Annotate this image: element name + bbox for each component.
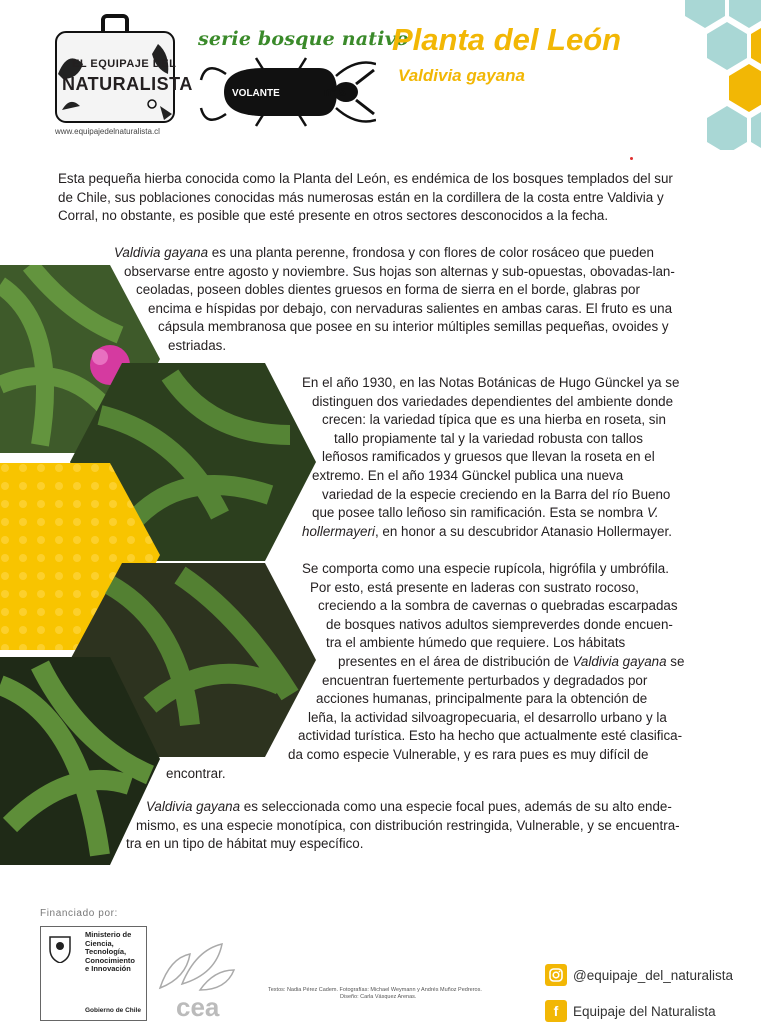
ministry-line: Ministerio de [85, 930, 132, 939]
text-line: acciones humanas, principalmente para la obtención de [316, 691, 648, 707]
variety-name-a: V. [646, 505, 659, 521]
text-line: Corral, no obstante, es posible que esté presente en otros sectores desconocidos a la fecha. [58, 208, 609, 224]
description-paragraph [0, 244, 675, 356]
text-line: es seleccionada como una especie focal pues, además de su alto ende- [240, 799, 672, 814]
species-name: Valdivia gayana [146, 799, 241, 814]
credits-line: Diseño: Carla Vásquez Arenas. [340, 994, 417, 1000]
ministry-name [85, 931, 135, 974]
text-line: tallo propiamente tal y la variedad robusta con tallos [334, 430, 643, 446]
website-link[interactable]: www.equipajedelnaturalista.cl [55, 127, 160, 136]
facebook-icon: f [545, 1000, 567, 1022]
volante-label: VOLANTE [232, 88, 280, 99]
species-name: Valdivia gayana [114, 245, 209, 260]
instagram-handle: @equipaje_del_naturalista [573, 967, 734, 983]
text-line: es una planta perenne, frondosa y con flores de color rosáceo que pueden [208, 245, 654, 260]
text-line: leñosos ramificados y gruesos que llevan la roseta en el [322, 449, 655, 465]
text-line: Por esto, está presente en laderas con sustrato rocoso, [310, 579, 639, 595]
text-line: tra en un tipo de hábitat muy específico. [126, 836, 364, 852]
text-line: de bosques nativos adultos siempreverdes donde encuen- [326, 616, 673, 632]
text-line: ceoladas, poseen dobles dientes gruesos en forma de sierra en el borde, glabras por [136, 282, 640, 298]
chile-shield-icon [47, 933, 73, 963]
volante-number: nº 5 [324, 85, 346, 99]
credits-line: Textos: Nadia Pérez Cadem. Fotografías: Michael Weymann y Andrés Muñoz Pedreros. [268, 987, 482, 993]
government-label: Gobierno de Chile [85, 1007, 141, 1014]
text-line: Se comporta como una especie rupícola, higrófila y umbrófila. [302, 561, 669, 576]
cea-logo-text: cea [176, 992, 220, 1020]
habitat-paragraph [0, 560, 684, 783]
funded-by-label: Financiado por: [40, 908, 118, 919]
ministry-line: Ciencia, [85, 938, 114, 948]
text-line: creciendo a la sombra de cavernas o quebradas escarpadas [318, 598, 678, 614]
logo-title-bottom: NATURALISTA [62, 74, 193, 94]
text-line: mismo, es una especie monotípica, con distribución restringida, Vulnerable, y se encuentra- [136, 817, 680, 833]
logo-title-top: EL EQUIPAJE DEL [72, 58, 177, 70]
honeycomb-decoration [661, 0, 761, 150]
text-line: encuentran fuertemente perturbados y degradados por [322, 672, 648, 688]
variety-name-b: hollermayeri [302, 523, 375, 539]
text-line: distinguen dos variedades dependientes del ambiente donde [312, 393, 674, 409]
species-name: Valdivia gayana [572, 653, 667, 669]
instagram-icon [545, 964, 567, 986]
intro-paragraph [58, 170, 673, 226]
text-line: da como especie Vulnerable, y es rara pues es muy difícil de [288, 746, 649, 762]
facebook-link[interactable] [545, 1000, 716, 1022]
text-line: leña, la actividad silvoagropecuaria, el desarrollo urbano y la [308, 709, 667, 725]
text-line: encontrar. [166, 765, 226, 781]
text-line: crecen: la variedad típica que es una hierba en roseta, sin [322, 412, 666, 428]
focal-species-paragraph [0, 798, 680, 854]
naturalista-logo [48, 14, 193, 129]
text-line: tra el ambiente húmedo que requiere. Los hábitats [326, 635, 626, 651]
text-line: Esta pequeña hierba conocida como la Planta del León, es endémica de los bosques templados del sur [58, 171, 673, 186]
red-dot [630, 157, 633, 160]
beetle-icon [196, 54, 376, 130]
page-title: Planta del León [392, 22, 622, 57]
text-line: de Chile, sus poblaciones conocidas más numerosas están en la cordillera de la costa entre Valdivia y [58, 189, 664, 205]
text-line: presentes en el área de distribución de [338, 653, 573, 669]
text-line: se [666, 653, 685, 669]
series-label: serie bosque nativo [198, 28, 409, 50]
ministry-line: e Innovación [85, 964, 131, 974]
text-line: que posee tallo leñoso sin ramificación. Esta se nombra [312, 505, 647, 521]
text-line: actividad turística. Esto ha hecho que actualmente esté clasifica- [298, 728, 683, 744]
page-subtitle: Valdivia gayana [398, 66, 525, 85]
text-line: observarse entre agosto y noviembre. Sus hojas son alternas y sub-opuestas, obovadas-lan- [124, 263, 675, 279]
text-line: variedad de la especie creciendo en la Barra del río Bueno [322, 486, 671, 502]
facebook-page: Equipaje del Naturalista [573, 1003, 716, 1019]
text-line: cápsula membranosa que posee en su interior múltiples semillas pequeñas, ovoides y [158, 319, 669, 335]
cea-logo [150, 938, 242, 1020]
history-paragraph [0, 374, 679, 541]
text-line: En el año 1930, en las Notas Botánicas de Hugo Günckel ya se [302, 375, 680, 390]
instagram-link[interactable] [545, 964, 733, 986]
credits [268, 987, 482, 1001]
text-line: extremo. En el año 1934 Günckel publica una nueva [312, 467, 624, 483]
text-line: estriadas. [168, 337, 227, 353]
ministry-logo [40, 926, 147, 1021]
ministry-line: Tecnología, [85, 947, 127, 957]
ministry-line: Conocimiento [85, 955, 135, 965]
text-line: , en honor a su descubridor Atanasio Hollermayer. [374, 523, 672, 539]
text-line: encima e híspidas por debajo, con nervaduras salientes en ambas caras. El fruto es una [148, 300, 673, 316]
